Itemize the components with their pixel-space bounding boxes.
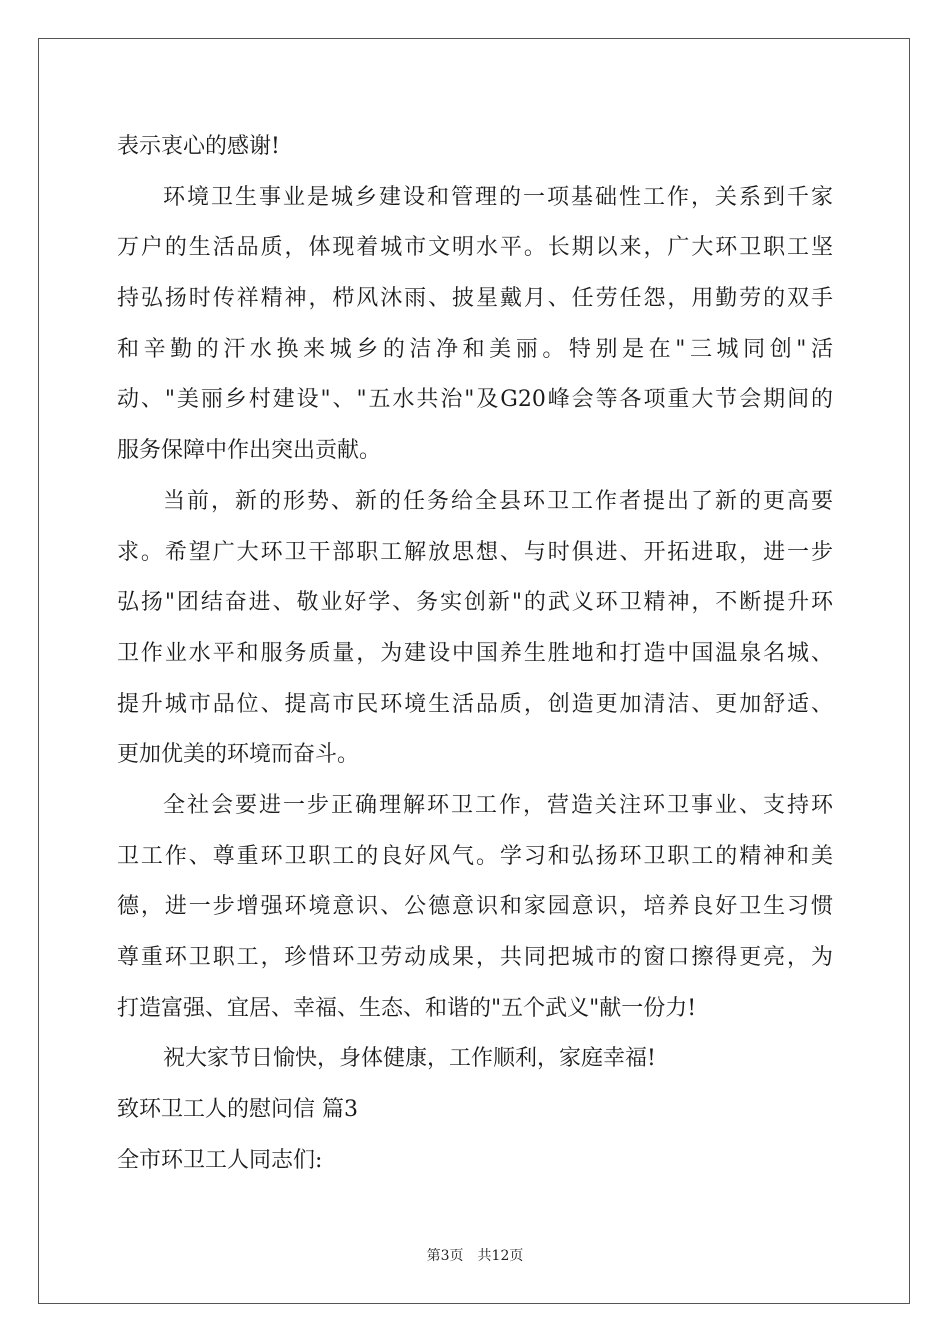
text-line: 全社会要进一步正确理解环卫工作，营造关注环卫事业、支持环	[163, 792, 833, 818]
salutation: 全市环卫工人同志们:	[117, 1147, 323, 1173]
text-line: 卫作业水平和服务质量，为建设中国养生胜地和打造中国温泉名城、	[117, 640, 833, 666]
text-line: 卫工作、尊重环卫职工的良好风气。学习和弘扬环卫职工的精神和美	[117, 843, 833, 869]
text-line: 祝大家节日愉快，身体健康，工作顺利，家庭幸福!	[163, 1046, 656, 1072]
text-line: 万户的生活品质，体现着城市文明水平。长期以来，广大环卫职工坚	[117, 235, 833, 261]
document-body	[117, 122, 833, 1186]
page-number: 第3页	[426, 1248, 464, 1264]
text-line: 弘扬"团结奋进、敬业好学、务实创新"的武义环卫精神，不断提升环	[117, 590, 833, 616]
page-total: 共12页	[477, 1248, 524, 1264]
text-line: 表示衷心的感谢!	[117, 134, 280, 159]
section-heading: 致环卫工人的慰问信 篇3	[117, 1097, 358, 1123]
text-line: 提升城市品位、提高市民环境生活品质，创造更加清洁、更加舒适、	[117, 691, 833, 717]
text-line: 德，进一步增强环境意识、公德意识和家园意识，培养良好卫生习惯	[117, 894, 833, 920]
text-line: 更加优美的环境而奋斗。	[117, 742, 360, 768]
page-footer	[0, 1245, 950, 1265]
text-line: 打造富强、宜居、幸福、生态、和谐的"五个武义"献一份力!	[117, 995, 697, 1021]
text-line: 动、"美丽乡村建设"、"五水共治"及G20峰会等各项重大节会期间的	[117, 387, 833, 413]
text-line: 环境卫生事业是城乡建设和管理的一项基础性工作，关系到千家	[163, 184, 833, 210]
text-line: 服务保障中作出突出贡献。	[117, 438, 382, 464]
text-line: 求。希望广大环卫干部职工解放思想、与时俱进、开拓进取，进一步	[117, 539, 833, 565]
text-line: 尊重环卫职工，珍惜环卫劳动成果，共同把城市的窗口擦得更亮，为	[117, 945, 833, 970]
text-line: 和辛勤的汗水换来城乡的洁净和美丽。特别是在"三城同创"活	[117, 336, 833, 362]
text-line: 当前，新的形势、新的任务给全县环卫工作者提出了新的更高要	[163, 488, 833, 514]
text-line: 持弘扬时传祥精神，栉风沐雨、披星戴月、任劳任怨，用勤劳的双手	[117, 286, 833, 312]
